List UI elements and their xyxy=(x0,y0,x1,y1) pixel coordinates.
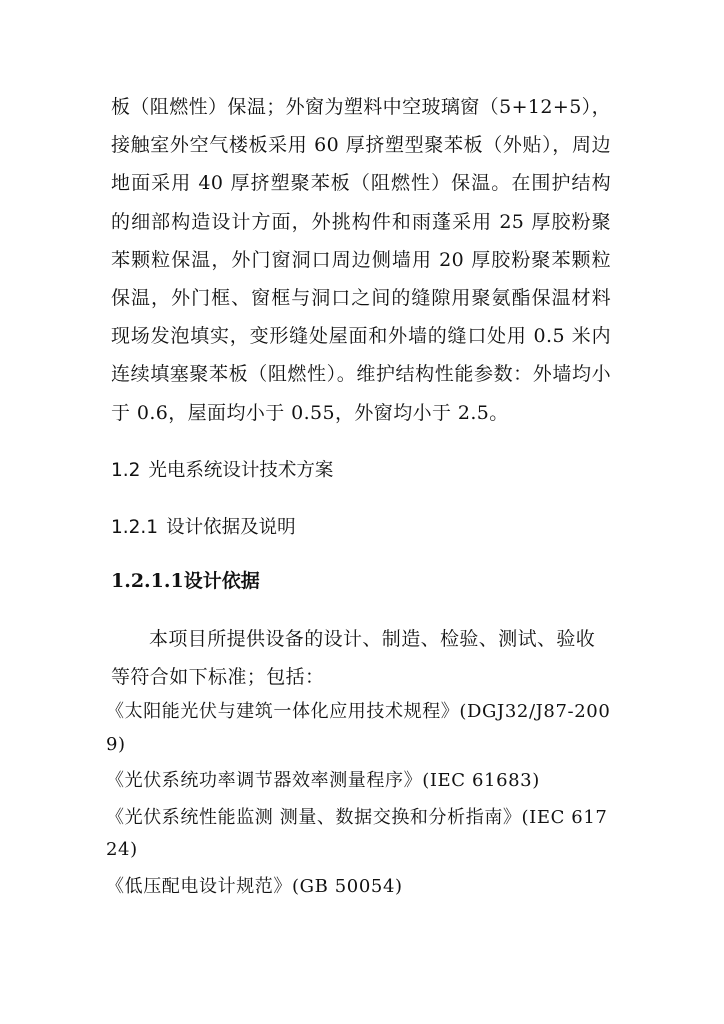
section-number: 1.2.1 xyxy=(111,517,159,538)
section-title: 设计依据 xyxy=(183,570,260,592)
standards-intro-paragraph: 本项目所提供设备的设计、制造、检验、测试、验收等符合如下标准；包括： xyxy=(111,628,596,689)
section-heading-1-2-1-1 xyxy=(111,568,260,594)
standard-item: 《低压配电设计规范》(GB 50054) xyxy=(106,875,403,897)
section-title: 光电系统设计技术方案 xyxy=(148,460,334,481)
body-paragraph: 板（阻燃性）保温；外窗为塑料中空玻璃窗（5+12+5），接触室外空气楼板采用 60 厚挤塑型聚苯板（外贴），周边地面采用 40 厚挤塑聚苯板（阻燃性）保温。在围护结构的细部构造设计方面，外挑构件和雨蓬采用 25 厚胶粉聚苯颗粒保温，外门窗洞口周边侧墙用 20 厚胶粉聚苯颗粒保温，外门框、窗框与洞口之间的缝隙用聚氨酯保温材料现场发泡填实，变形缝处屋面和外墙的缝口处用 0.5 米内连续填塞聚苯板（阻燃性）。维护结构性能参数：外墙均小于 0.6，屋面均小于 0.55，外窗均小于 2.5。 xyxy=(111,96,611,424)
standards-list xyxy=(106,696,616,907)
standard-item: 《光伏系统功率调节器效率测量程序》(IEC 61683) xyxy=(106,770,540,791)
standard-item: 《太阳能光伏与建筑一体化应用技术规程》(DGJ32/J87-2009) xyxy=(106,701,611,755)
section-title: 设计依据及说明 xyxy=(166,517,296,538)
section-number: 1.2.1.1 xyxy=(111,570,184,592)
section-heading-1-2 xyxy=(111,458,333,484)
section-heading-1-2-1 xyxy=(111,515,296,541)
section-number: 1.2 xyxy=(111,460,141,481)
standard-item: 《光伏系统性能监测 测量、数据交换和分析指南》(IEC 61724) xyxy=(106,806,608,860)
